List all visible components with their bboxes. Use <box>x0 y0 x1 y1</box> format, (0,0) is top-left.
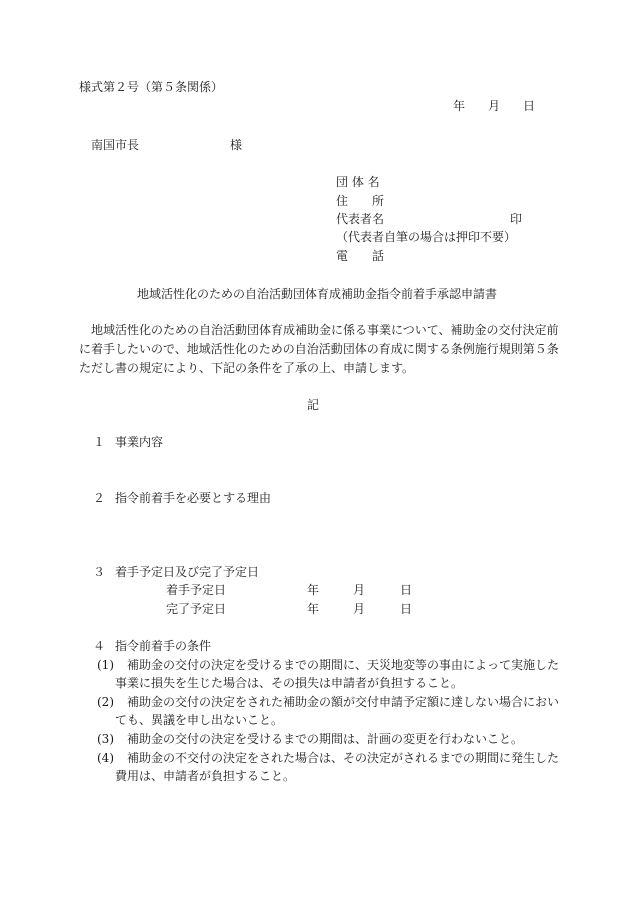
completion-date-label: 完了予定日 <box>166 602 227 616</box>
applicant-representative-label: 代表者名 <box>336 212 385 226</box>
section-3-number: ３ <box>93 565 106 579</box>
completion-date-day: 日 <box>400 602 413 616</box>
condition-1-number: (1) <box>97 658 114 672</box>
section-4-label: 指令前着手の条件 <box>115 639 212 653</box>
completion-date-month: 月 <box>353 602 366 616</box>
condition-3-line-1: 補助金の交付の決定を受けるまでの期間は、計画の変更を行わないこと。 <box>127 732 524 746</box>
section-2-number: ２ <box>93 491 106 505</box>
applicant-address-label: 住 所 <box>336 194 385 208</box>
section-3-label: 着手予定日及び完了予定日 <box>115 565 260 579</box>
seal-note: （代表者自筆の場合は押印不要） <box>336 230 517 244</box>
applicant-group-name-label: 団 体 名 <box>336 175 380 189</box>
body-line-2: に着手したいので、地域活性化のための自治活動団体の育成に関する条例施行規則第５条 <box>79 342 559 356</box>
addressee-honorific: 様 <box>230 138 243 152</box>
applicant-phone-label: 電 話 <box>336 249 385 263</box>
section-4-number: ４ <box>93 639 106 653</box>
form-number: 様式第２号（第５条関係） <box>79 80 224 94</box>
condition-2-number: (2) <box>97 695 114 709</box>
ki-heading: 記 <box>307 398 320 412</box>
document-title: 地域活性化のための自治活動団体育成補助金指令前着手承認申請書 <box>137 287 498 301</box>
section-2-label: 指令前着手を必要とする理由 <box>115 491 272 505</box>
start-date-day: 日 <box>400 583 413 597</box>
date-day: 日 <box>523 99 536 113</box>
condition-1-line-2: 事業に損失を生じた場合は、その損失は申請者が負担すること。 <box>115 676 464 690</box>
completion-date-year: 年 <box>307 602 320 616</box>
seal-mark: 印 <box>510 212 523 226</box>
body-line-1: 地域活性化のための自治活動団体育成補助金に係る事業について、補助金の交付決定前 <box>91 323 559 337</box>
date-month: 月 <box>488 99 501 113</box>
condition-2-line-2: ても、異議を申し出ないこと。 <box>115 713 284 727</box>
date-year: 年 <box>453 99 466 113</box>
section-1-label: 事業内容 <box>115 435 164 449</box>
start-date-month: 月 <box>353 583 366 597</box>
condition-4-line-1: 補助金の不交付の決定をされた場合は、その決定がされるまでの期間に発生した <box>127 751 560 765</box>
section-1-number: １ <box>93 435 106 449</box>
body-line-3: ただし書の規定により、下記の条件を了承の上、申請します。 <box>79 361 415 375</box>
condition-2-line-1: 補助金の交付の決定をされた補助金の額が交付申請予定額に達しない場合におい <box>127 695 560 709</box>
condition-4-line-2: 費用は、申請者が負担すること。 <box>115 769 296 783</box>
condition-1-line-1: 補助金の交付の決定を受けるまでの期間に、天災地変等の事由によって実施した <box>127 658 560 672</box>
start-date-year: 年 <box>307 583 320 597</box>
start-date-label: 着手予定日 <box>166 583 227 597</box>
condition-4-number: (4) <box>97 751 114 765</box>
condition-3-number: (3) <box>97 732 114 746</box>
addressee-name: 南国市長 <box>91 138 140 152</box>
